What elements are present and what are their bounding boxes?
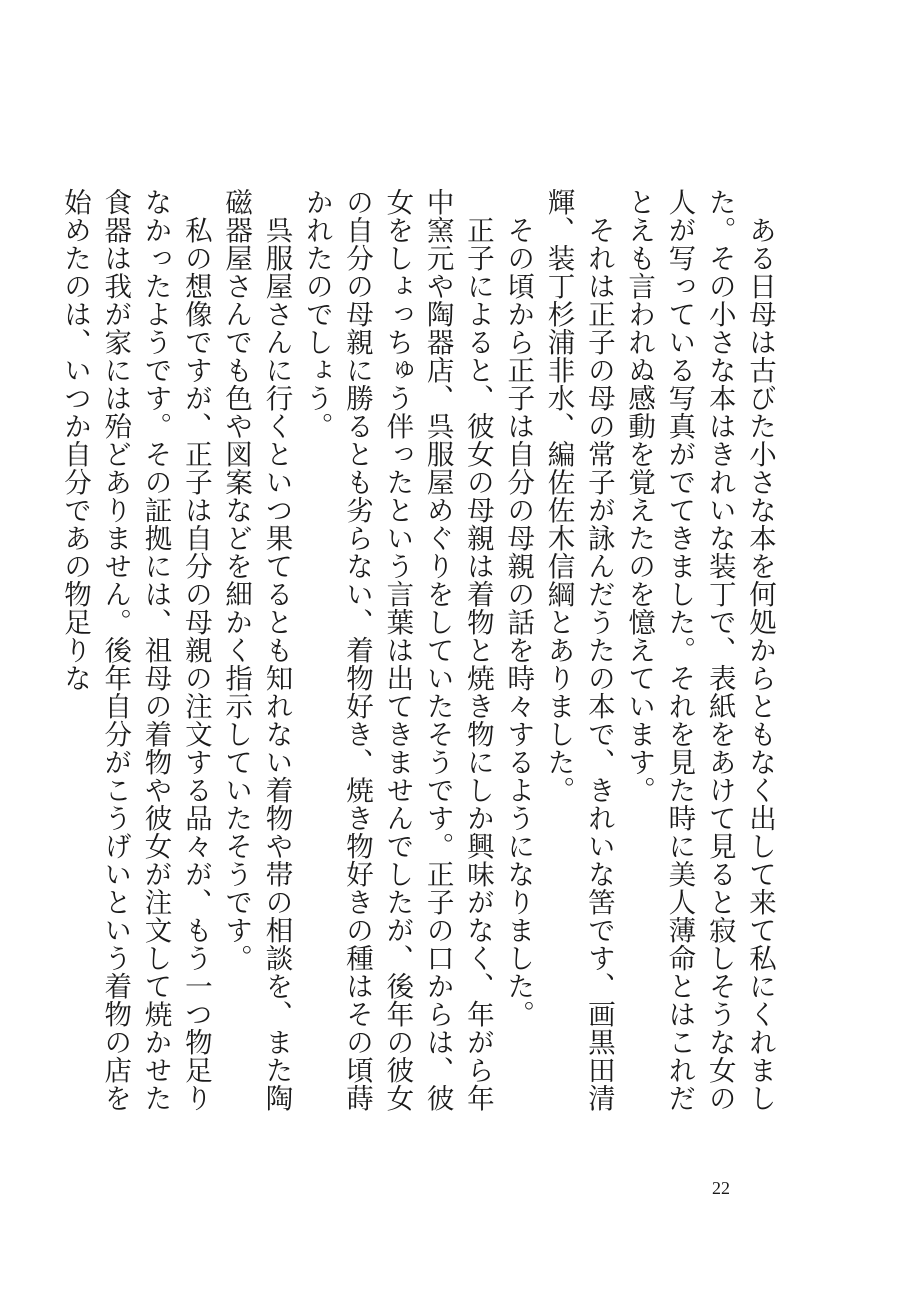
paragraph: それは正子の母の常子が詠んだうたの本で、きれいな筈です、画黒田清輝、装丁杉浦非水、編佐佐木信綱とありました。 [542,188,615,1112]
body-text [55,188,780,1138]
paragraph: 私の想像ですが、正子は自分の母親の注文する品々が、もう一つ物足りなかったようです。その証拠には、祖母の着物や彼女が注文して焼かせた食器は我が家には殆どありません。後年自分がこうげいという着物の店を始めたのは、いつか自分であの物足りな [58,188,212,1112]
paragraph: 正子によると、彼女の母親は着物と焼き物にしか興味がなく、年がら年中窯元や陶器店、呉服屋めぐりをしていたそうです。正子の口からは、彼女をしょっちゅう伴ったという言葉は出てきませんでしたが、後年の彼女の自分の母親に勝るとも劣らない、着物好き、焼き物好きの種はその頃蒔かれたのでしょう。 [300,188,494,1112]
paragraph: その頃から正子は自分の母親の話を時々するようになりました。 [502,215,535,1028]
paragraph: 呉服屋さんに行くといつ果てるとも知れない着物や帯の相談を、また陶磁器屋さんでも色や図案などを細かく指示していたそうです。 [220,188,293,1112]
paragraph: ある日母は古びた小さな本を何処からともなく出して来て私にくれました。その小さな本はきれいな装丁で、表紙をあけて見ると寂しそうな女の人が写っている写真がでてきました。それを見た時に美人薄命とはこれだとえも言われぬ感動を覚えたのを憶えています。 [623,188,776,1112]
page-number: 22 [712,1178,730,1198]
